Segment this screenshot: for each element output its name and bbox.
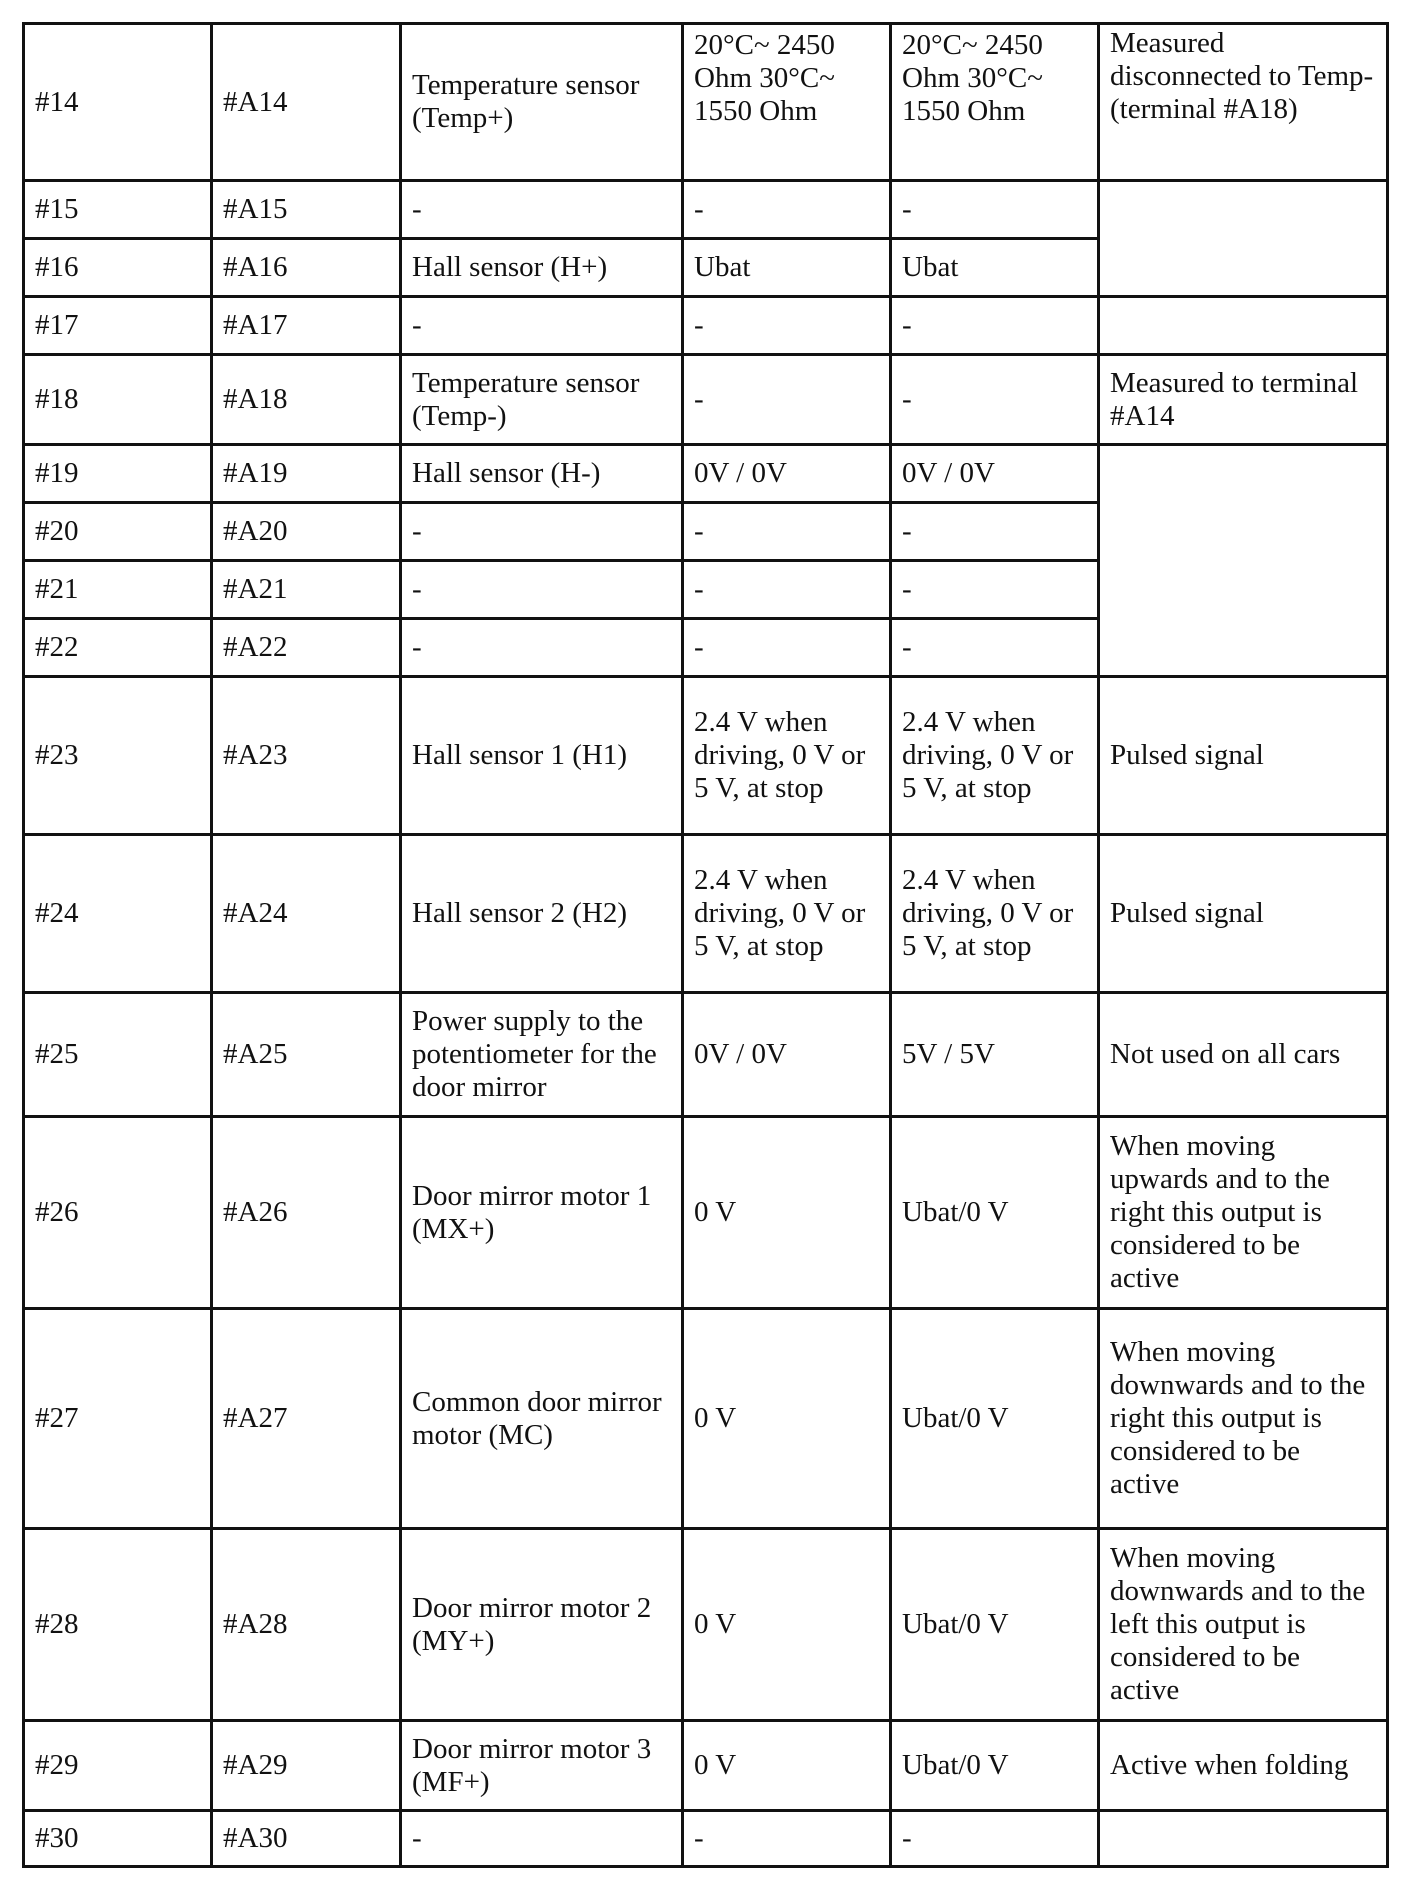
value2-cell: - [891, 297, 1099, 355]
value1-cell: 0 V [683, 1117, 891, 1309]
value2-cell: - [891, 355, 1099, 445]
pin-cell: #18 [24, 355, 212, 445]
value1-cell: 0 V [683, 1309, 891, 1529]
table-row [24, 993, 1388, 1117]
function-cell: Power supply to the potentiometer for the door mirror [401, 993, 683, 1117]
terminal-cell: #A17 [212, 297, 401, 355]
terminal-cell: #A29 [212, 1721, 401, 1811]
value1-cell: 0V / 0V [683, 993, 891, 1117]
pin-cell: #22 [24, 619, 212, 677]
function-cell: - [401, 503, 683, 561]
value2-cell: 5V / 5V [891, 993, 1099, 1117]
value2-cell: - [891, 1811, 1099, 1867]
value1-cell: 2.4 V when driving, 0 V or 5 V, at stop [683, 677, 891, 835]
notes-cell: When moving upwards and to the right this output is considered to be active [1099, 1117, 1388, 1309]
pin-cell: #16 [24, 239, 212, 297]
function-cell: - [401, 561, 683, 619]
terminal-cell: #A30 [212, 1811, 401, 1867]
pin-cell: #29 [24, 1721, 212, 1811]
function-cell: Temperature sensor (Temp+) [401, 24, 683, 181]
pin-cell: #27 [24, 1309, 212, 1529]
value2-cell: 2.4 V when driving, 0 V or 5 V, at stop [891, 677, 1099, 835]
table-row [24, 1529, 1388, 1721]
value1-cell: - [683, 297, 891, 355]
notes-cell: When moving downwards and to the right this output is considered to be active [1099, 1309, 1388, 1529]
value1-cell: - [683, 355, 891, 445]
function-cell: Hall sensor 2 (H2) [401, 835, 683, 993]
function-cell: Common door mirror motor (MC) [401, 1309, 683, 1529]
value1-cell: - [683, 181, 891, 239]
value1-cell: 0V / 0V [683, 445, 891, 503]
function-cell: Door mirror motor 3 (MF+) [401, 1721, 683, 1811]
table-row [24, 297, 1388, 355]
notes-cell [1099, 1811, 1388, 1867]
notes-cell: Active when folding [1099, 1721, 1388, 1811]
pin-cell: #19 [24, 445, 212, 503]
terminal-cell: #A18 [212, 355, 401, 445]
terminal-cell: #A26 [212, 1117, 401, 1309]
terminal-cell: #A23 [212, 677, 401, 835]
pin-assignment-table [22, 22, 1389, 1868]
value2-cell: - [891, 503, 1099, 561]
notes-cell: Measured to terminal #A14 [1099, 355, 1388, 445]
table-row [24, 181, 1388, 239]
notes-cell [1099, 297, 1388, 355]
terminal-cell: #A28 [212, 1529, 401, 1721]
function-cell: Door mirror motor 1 (MX+) [401, 1117, 683, 1309]
terminal-cell: #A22 [212, 619, 401, 677]
terminal-cell: #A27 [212, 1309, 401, 1529]
value2-cell: - [891, 181, 1099, 239]
value2-cell: 2.4 V when driving, 0 V or 5 V, at stop [891, 835, 1099, 993]
pin-cell: #28 [24, 1529, 212, 1721]
pin-cell: #14 [24, 24, 212, 181]
value1-cell: 20°C~ 2450 Ohm 30°C~ 1550 Ohm [683, 24, 891, 181]
terminal-cell: #A14 [212, 24, 401, 181]
value2-cell: Ubat/0 V [891, 1529, 1099, 1721]
table-row [24, 1811, 1388, 1867]
value1-cell: 0 V [683, 1529, 891, 1721]
table-row [24, 355, 1388, 445]
notes-cell: Measured disconnected to Temp- (terminal #A18) [1099, 24, 1388, 181]
table-row [24, 835, 1388, 993]
table-row [24, 445, 1388, 503]
value1-cell: - [683, 1811, 891, 1867]
notes-cell: Not used on all cars [1099, 993, 1388, 1117]
value2-cell: - [891, 561, 1099, 619]
function-cell: Door mirror motor 2 (MY+) [401, 1529, 683, 1721]
pin-cell: #30 [24, 1811, 212, 1867]
function-cell: - [401, 181, 683, 239]
terminal-cell: #A21 [212, 561, 401, 619]
notes-cell: Pulsed signal [1099, 677, 1388, 835]
pin-cell: #24 [24, 835, 212, 993]
notes-cell: When moving downwards and to the left this output is considered to be active [1099, 1529, 1388, 1721]
notes-cell [1099, 445, 1388, 677]
value2-cell: Ubat [891, 239, 1099, 297]
notes-cell [1099, 181, 1388, 297]
value1-cell: - [683, 561, 891, 619]
function-cell: Hall sensor (H+) [401, 239, 683, 297]
function-cell: Temperature sensor (Temp-) [401, 355, 683, 445]
function-cell: Hall sensor 1 (H1) [401, 677, 683, 835]
value2-cell: Ubat/0 V [891, 1721, 1099, 1811]
value2-cell: - [891, 619, 1099, 677]
notes-cell: Pulsed signal [1099, 835, 1388, 993]
terminal-cell: #A15 [212, 181, 401, 239]
table-row [24, 1721, 1388, 1811]
terminal-cell: #A24 [212, 835, 401, 993]
value1-cell: 2.4 V when driving, 0 V or 5 V, at stop [683, 835, 891, 993]
table-row [24, 24, 1388, 181]
pin-cell: #17 [24, 297, 212, 355]
pin-cell: #15 [24, 181, 212, 239]
pin-cell: #23 [24, 677, 212, 835]
pin-table-container [22, 22, 1386, 1868]
function-cell: - [401, 619, 683, 677]
value1-cell: - [683, 619, 891, 677]
terminal-cell: #A20 [212, 503, 401, 561]
pin-cell: #25 [24, 993, 212, 1117]
pin-cell: #21 [24, 561, 212, 619]
value2-cell: Ubat/0 V [891, 1309, 1099, 1529]
value1-cell: Ubat [683, 239, 891, 297]
pin-cell: #20 [24, 503, 212, 561]
function-cell: - [401, 297, 683, 355]
terminal-cell: #A16 [212, 239, 401, 297]
function-cell: - [401, 1811, 683, 1867]
terminal-cell: #A25 [212, 993, 401, 1117]
value1-cell: 0 V [683, 1721, 891, 1811]
value1-cell: - [683, 503, 891, 561]
table-row [24, 677, 1388, 835]
value2-cell: 20°C~ 2450 Ohm 30°C~ 1550 Ohm [891, 24, 1099, 181]
function-cell: Hall sensor (H-) [401, 445, 683, 503]
table-row [24, 1309, 1388, 1529]
value2-cell: 0V / 0V [891, 445, 1099, 503]
table-row [24, 1117, 1388, 1309]
pin-cell: #26 [24, 1117, 212, 1309]
value2-cell: Ubat/0 V [891, 1117, 1099, 1309]
terminal-cell: #A19 [212, 445, 401, 503]
